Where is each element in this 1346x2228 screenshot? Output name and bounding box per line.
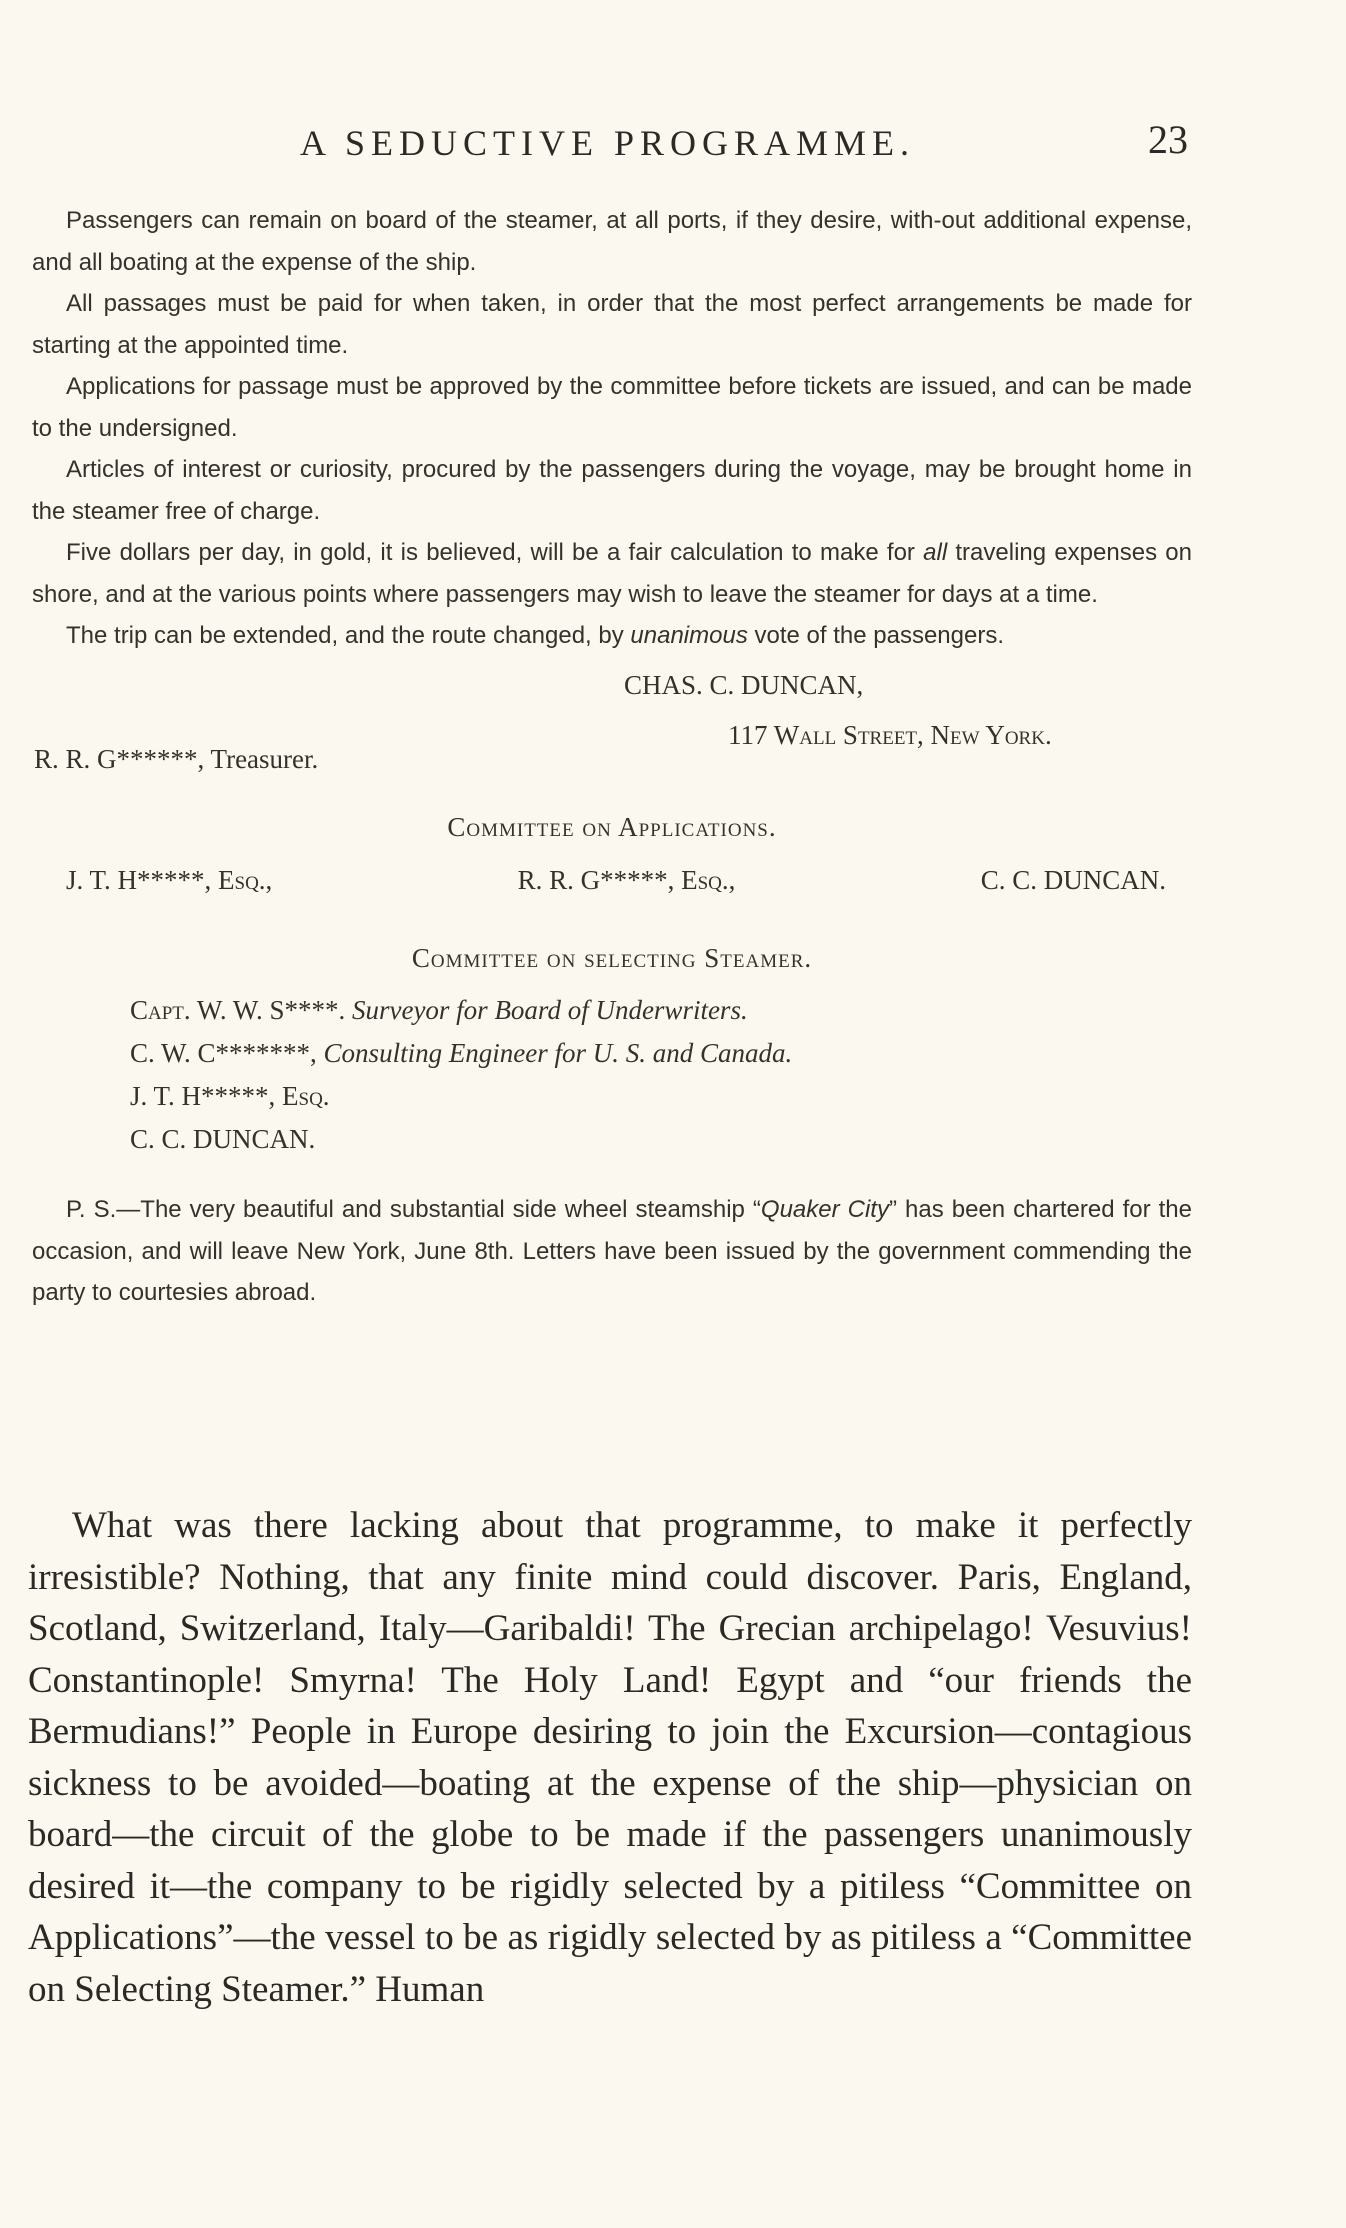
emphasis: all (923, 539, 948, 566)
signatory-address: 117 Wall Street, New York. (728, 719, 1052, 750)
text-run: ” has been chartered for the occasion, and will leave New York, June 8th. Letters have been issued by the government commending the party to courtesies abroad. (32, 1196, 1193, 1306)
member-role: Surveyor for Board of Underwriters. (351, 995, 748, 1025)
page-number: 23 (1148, 117, 1188, 162)
text-run: traveling expenses on shore, and at the various points where passengers may wish to leave the steamer for days at a time. (32, 539, 1192, 608)
notice-paragraph (32, 615, 1192, 657)
narrative-paragraph: What was there lacking about that programme, to make it perfectly irresistible? Nothing, that any finite mind could discover. Paris, England, Scotland, Switzerland, Italy—Garibaldi! The Grecian archipelago! Vesuvius! Constantinople! Smyrna! The Holy Land! Egypt and “our friends the Bermudians!” People in Europe desiring to join the Excursion—contagious sickness to be avoided—boating at the expense of the ship—physician on board—the circuit of the globe to be made if the passengers unanimously desired it—the company to be rigidly selected by a pitiless “Committee on Applications”—the vessel to be as rigidly selected by as pitiless a “Committee on Selecting Steamer.” Human (28, 1505, 1192, 2010)
emphasis: unanimous (630, 622, 748, 649)
committee-applications-heading: Committee on Applications. (447, 811, 777, 842)
narrative-text (28, 1500, 1192, 2015)
member (130, 989, 1192, 1032)
member-name: C. W. C*******, (130, 1038, 317, 1068)
page-header (0, 117, 1346, 172)
member: J. T. H*****, Esq., (66, 865, 273, 895)
signature-block (32, 657, 1192, 807)
postscript (32, 1189, 1192, 1314)
notice-paragraph: Passengers can remain on board of the steamer, at all ports, if they desire, with-out additional expense, and all boating at the expense of the ship. (32, 207, 1192, 276)
notice-paragraph: Applications for passage must be approved by the committee before tickets are issued, and can be made to the undersigned. (32, 373, 1192, 442)
text-run: The trip can be extended, and the route changed, by (66, 622, 631, 649)
committee-steamer-heading: Committee on selecting Steamer. (411, 942, 813, 973)
text-run: P. S.—The very beautiful and substantial side wheel steamship “ (66, 1196, 761, 1223)
ship-name: Quaker City (760, 1196, 889, 1223)
text-run: Five dollars per day, in gold, it is believed, will be a fair calculation to make for (66, 539, 924, 566)
member (130, 1032, 1192, 1075)
member-role: Consulting Engineer for U. S. and Canada. (323, 1038, 793, 1068)
treasurer: R. R. G******, Treasurer. (34, 743, 319, 774)
member: J. T. H*****, Esq. (130, 1081, 330, 1111)
committee-applications-members (32, 860, 1192, 902)
member: R. R. G*****, Esq., (517, 865, 736, 895)
member: C. C. DUNCAN. (130, 1124, 316, 1154)
programme-notice (32, 200, 1192, 1314)
member-name: Capt. W. W. S****. (130, 995, 346, 1025)
text-run: vote of the passengers. (747, 622, 1004, 649)
member: C. C. DUNCAN. (980, 865, 1166, 895)
committee-steamer-members (32, 989, 1192, 1161)
signatory-name: CHAS. C. DUNCAN, (624, 669, 864, 700)
running-title: A SEDUCTIVE PROGRAMME. (300, 123, 916, 163)
notice-paragraph: Articles of interest or curiosity, procured by the passengers during the voyage, may be brought home in the steamer free of charge. (32, 456, 1192, 525)
notice-paragraph (32, 532, 1192, 615)
notice-paragraph: All passages must be paid for when taken, in order that the most perfect arrangements be made for starting at the appointed time. (32, 290, 1192, 359)
